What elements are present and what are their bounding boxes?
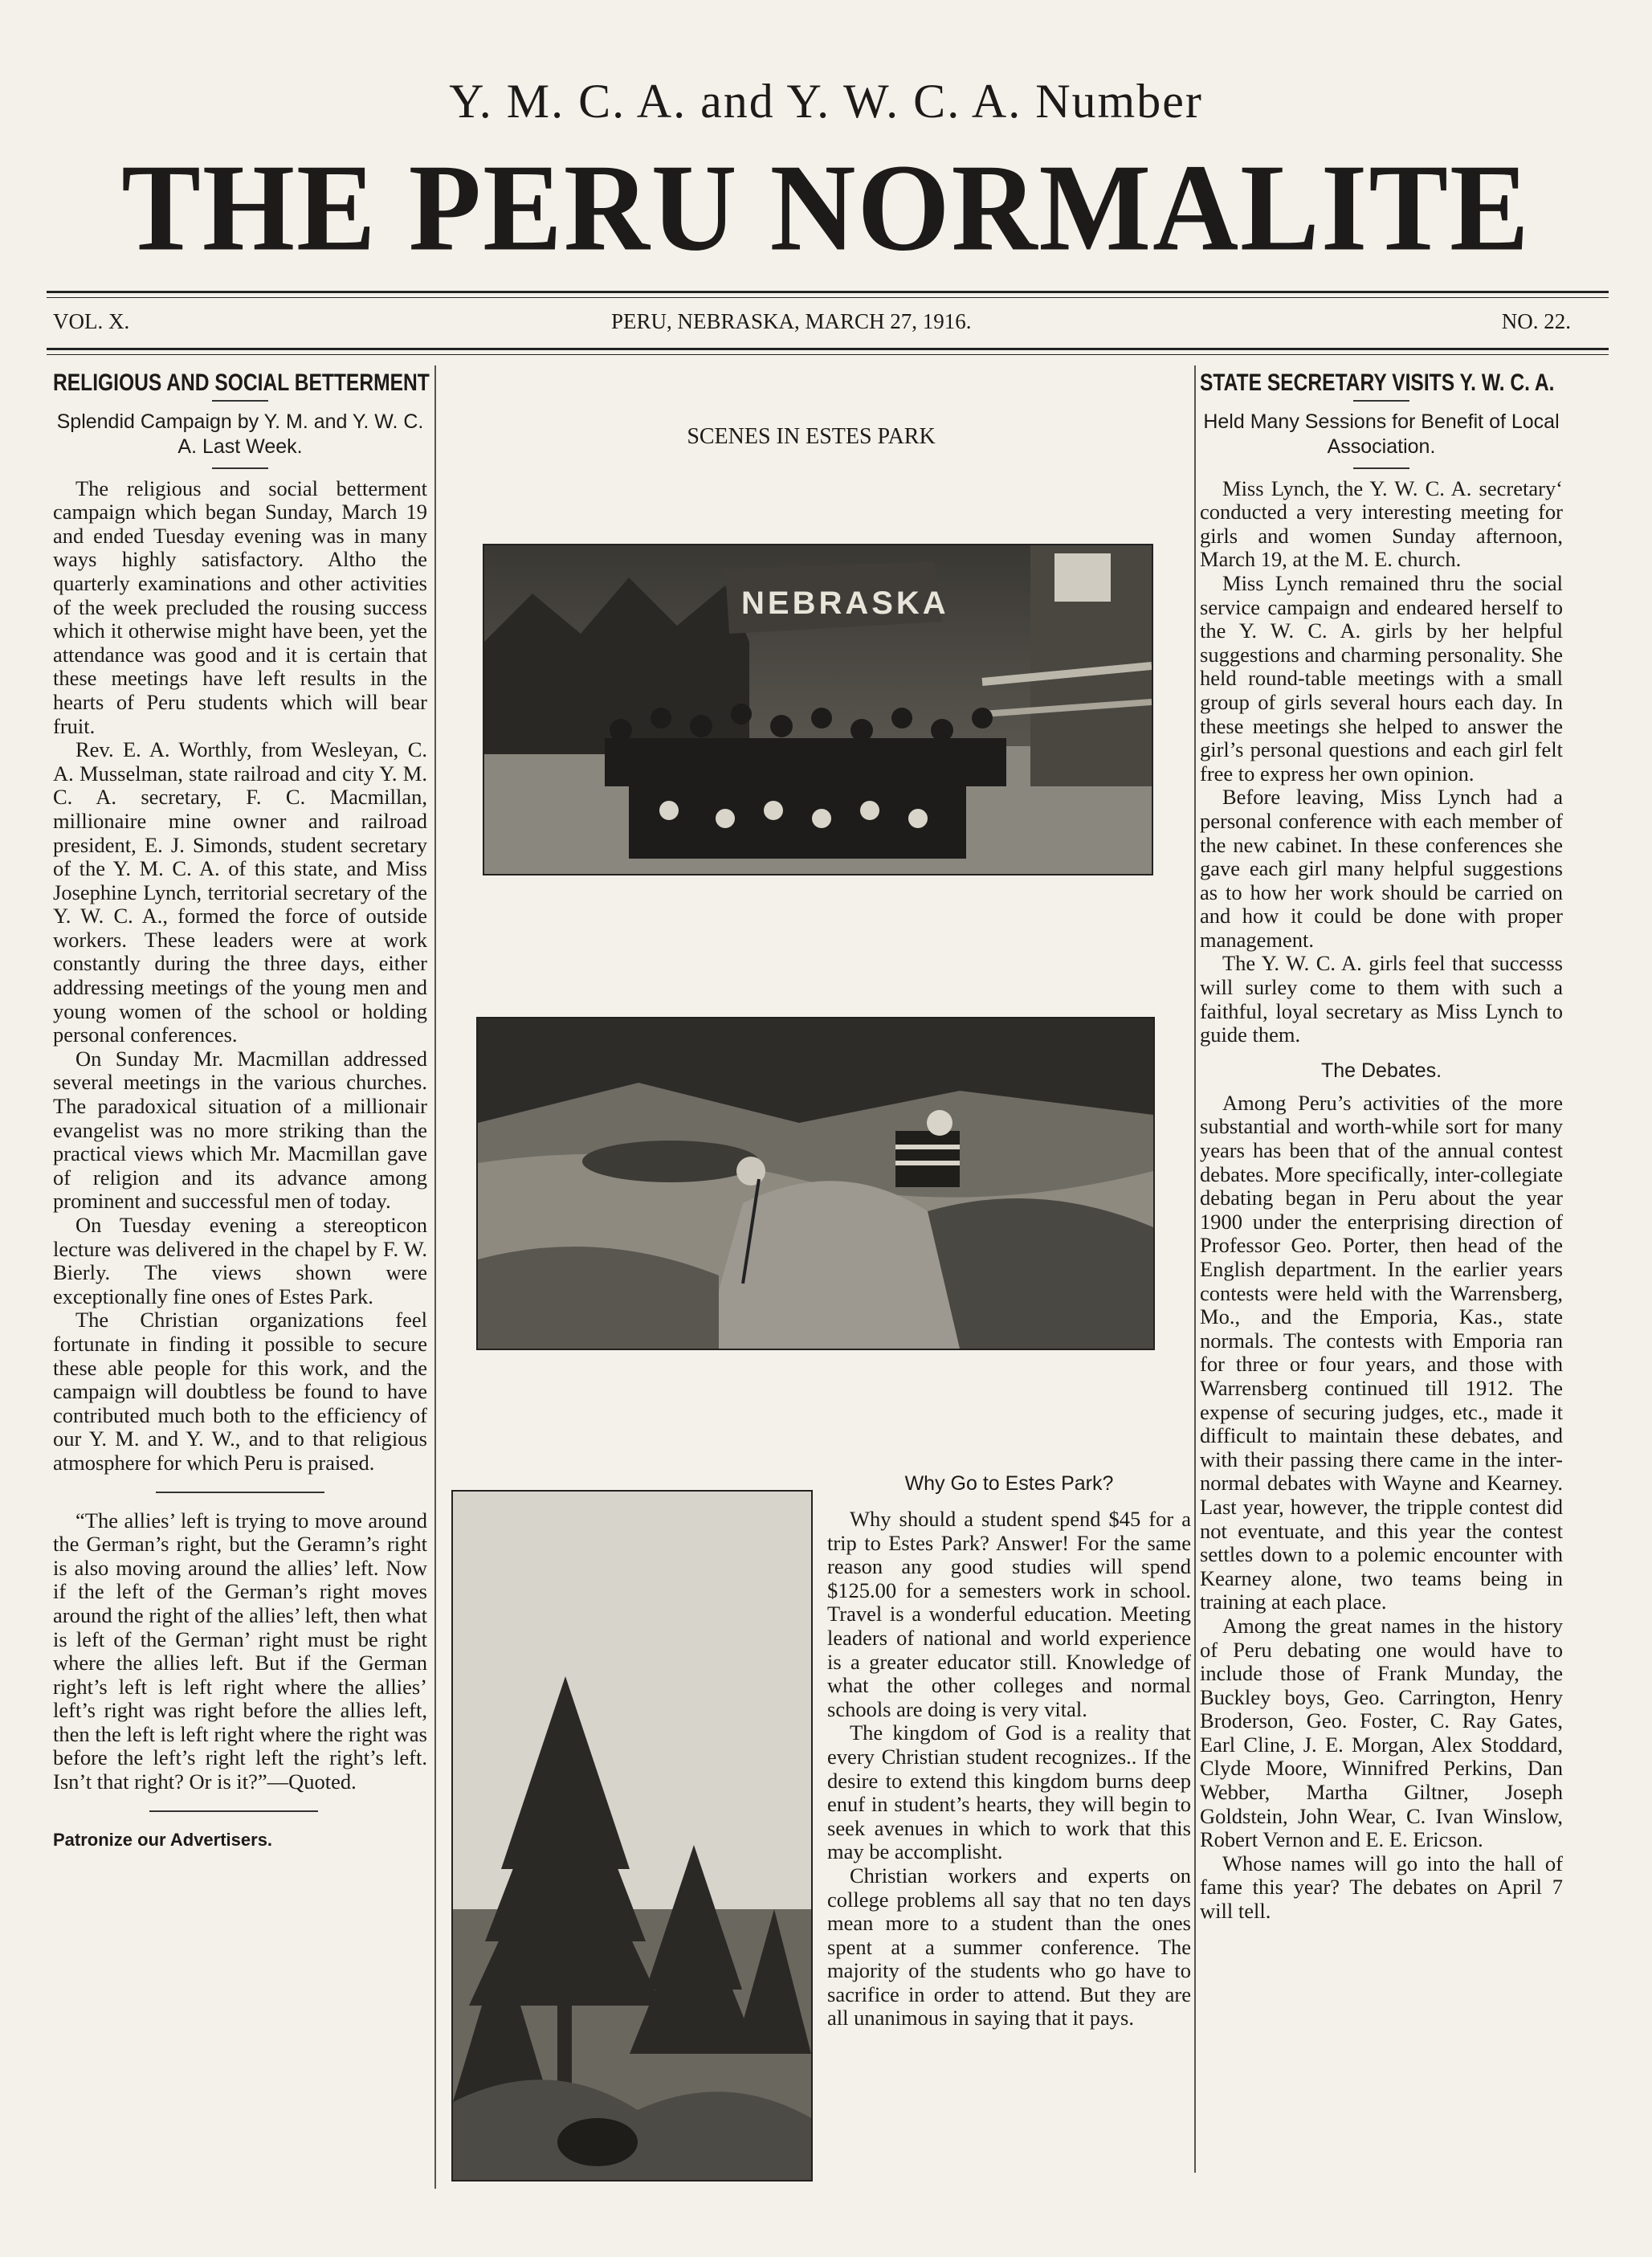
paragraph: Miss Lynch, the Y. W. C. A. secretary‘ conducted a very interesting meeting for girls and women Sunday afternoon, March 19, at the M. E. church. — [1200, 475, 1563, 572]
issue-kicker: Y. M. C. A. and Y. W. C. A. Number — [449, 75, 1203, 128]
column-rule-right — [1194, 365, 1196, 2173]
dateline-rule — [47, 348, 1609, 350]
quote-paragraph: “The allies’ left is trying to move around the German’s right, but the Geramn’s right is also moving around the allies’ left. Now if the left of the German’s right moves around the right of the allies’ left, then what is left of the German’ right must be right where the allies left. But if the German right’s left is left right where the allies’ left’s right was right before the allies left, then the left is left right where the right was before the left’s right left the right’s left. Isn’t that right? Or is it?”—Quoted. — [53, 1508, 427, 1794]
divider — [1353, 400, 1409, 402]
paragraph: The kingdom of God is a reality that every Christian student recognizes.. If the desire to extend this kingdom burns deep enuf in student’s hearts, they will begin to seek avenues in which to work that this may be accomplisht. — [827, 1720, 1191, 1864]
patronize-footer: Patronize our Advertisers. — [53, 1829, 273, 1850]
issue-number: NO. 22. — [1501, 309, 1571, 333]
article-subhead: Splendid Campaign by Y. M. and Y. W. C. A. Last Week. — [56, 410, 424, 458]
paragraph: On Tuesday evening a stereopticon lecture was delivered in the chapel by F. W. Bierly. The views shown were exceptionally fine ones of Estes Park. — [53, 1213, 427, 1308]
left-column — [53, 369, 430, 1851]
paragraph: Whose names will go into the hall of fame this year? The debates on April 7 will tell. — [1200, 1851, 1563, 1924]
estes-headline: Why Go to Estes Park? — [904, 1472, 1114, 1495]
group-photo — [483, 544, 1153, 875]
pine-forest-image — [453, 1492, 811, 2180]
masthead-rule-top — [47, 291, 1609, 293]
article-subhead: Held Many Sessions for Benefit of Local Association. — [1203, 410, 1560, 458]
right-column — [1200, 371, 1563, 1924]
paragraph: Miss Lynch remained thru the social service campaign and endeared herself to the Y. W. C. A. girls by her helpful suggestions and charming personality. She held round-table meetings with a small group of girls several hours each day. In these meetings she helped to answer the girl’s personal questions and each girl felt free to express her own opinion. — [1200, 570, 1563, 786]
scenes-title: SCENES IN ESTES PARK — [687, 424, 936, 449]
masthead-rule-thin — [47, 297, 1609, 298]
banner-text: NEBRASKA — [741, 586, 949, 621]
paragraph: Among Peru’s activities of the more substantial and worth-while sort for many years has been that of the annual contest debates. More specifically, inter-collegiate debating began in Peru about the year 1900 under the enterprising direction of Professor Geo. Porter, then head of the English department. In the earlier years contests were held with the Warrensberg, Mo., and the Emporia, Kas., state normals. The contests with Emporia ran for three or four years, and those with Warrensberg continued till 1912. The expense of securing judges, etc., made it difficult to maintain these debates, and with their passing there came in the inter-normal debates with Wayne and Kearney. Last year, however, the tripple contest did not eventuate, and this year the contest settles down to a polemic encounter with Kearney alone, two teams being in training at each place. — [1200, 1090, 1563, 1614]
rock-climbing-image — [478, 1018, 1153, 1349]
divider — [1353, 467, 1409, 469]
paragraph: The Y. W. C. A. girls feel that successs will surley come to them with such a faithful, loyal secretary as Miss Lynch to guide them. — [1200, 951, 1563, 1047]
paragraph: Rev. E. A. Worthly, from Wesleyan, C. A. Musselman, state railroad and city Y. M. C. A. secretary, F. C. Macmillan, millionaire mine owner and railroad president, E. J. Simonds, student secretary of the Y. M. C. A. of this state, and Miss Josephine Lynch, territorial secretary of the Y. W. C. A., formed the force of outside workers. These leaders were at work constantly during the three days, either addressing meetings of the young men and young women of the school or holding personal conferences. — [53, 737, 427, 1047]
paragraph: On Sunday Mr. Macmillan addressed several meetings in the various churches. The paradoxical situation of a millionair evangelist was no more striking than the practical views which Mr. Macmillan gave of religion and its advance among prominent and successful men of today. — [53, 1046, 427, 1214]
divider — [212, 400, 268, 402]
group-photo-image — [484, 545, 1152, 874]
place-date: PERU, NEBRASKA, MARCH 27, 1916. — [611, 309, 972, 333]
divider — [212, 467, 268, 469]
divider — [149, 1810, 318, 1812]
paragraph: Christian workers and experts on college problems all say that no ten days mean more to a student than the ones spent at a summer conference. The majority of the students who go have to sacrifice in order to attend. But they are all unanimous in saying that it pays. — [827, 1863, 1191, 2030]
newspaper-title: THE PERU NORMALITE — [121, 138, 1531, 278]
column-rule-left — [434, 365, 436, 2189]
rock-climbing-photo — [476, 1017, 1155, 1350]
estes-article — [827, 1471, 1191, 2030]
paragraph: The religious and social betterment campaign which began Sunday, March 19 and ended Tuesday evening was in many ways highly satisfactory. Altho the quarterly examinations and other activities of the week precluded the rousing success which it otherwise might have been, yet the attendance was good and it is certain that these meetings have left results in the hearts of Peru students which will bear fruit. — [53, 475, 427, 738]
volume-label: VOL. X. — [53, 309, 130, 333]
divider — [156, 1492, 324, 1493]
pine-forest-photo — [451, 1490, 813, 2181]
paragraph: Why should a student spend $45 for a trip to Estes Park? Answer! For the same reason any good studies will spend $125.00 for a semesters work in school. Travel is a wonderful education. Meeting leaders of national and world experience is a greater educator still. Knowledge of what the other colleges and normal schools are doing is very vital. — [827, 1507, 1191, 1721]
dateline-rule-thin — [47, 354, 1609, 355]
paragraph: The Christian organizations feel fortunate in finding it possible to secure these able people for this work, and the campaign will doubtless be found to have contributed much both to the efficiency of our Y. M. and Y. W., and to that religious atmosphere for which Peru is praised. — [53, 1308, 427, 1475]
debates-title: The Debates. — [1320, 1059, 1442, 1082]
article-headline: STATE SECRETARY VISITS Y. W. C. A. — [1200, 369, 1555, 396]
article-headline: RELIGIOUS AND SOCIAL BETTERMENT — [53, 369, 430, 396]
paragraph: Before leaving, Miss Lynch had a personal conference with each member of the new cabinet. In these conferences she gave each girl many helpful suggestions as to how her work should be carried on and how it could be done with proper management. — [1200, 785, 1563, 952]
paragraph: Among the great names in the history of Peru debating one would have to include those of Frank Munday, the Buckley boys, Geo. Carrington, Henry Broderson, Geo. Foster, C. Ray Gates, Earl Cline, J. E. Morgan, Alex Stoddard, Clyde Moore, Winnifred Perkins, Dan Webber, Martha Giltner, Joseph Goldstein, John Wear, C. Ivan Winslow, Robert Vernon and E. E. Ericson. — [1200, 1613, 1563, 1852]
